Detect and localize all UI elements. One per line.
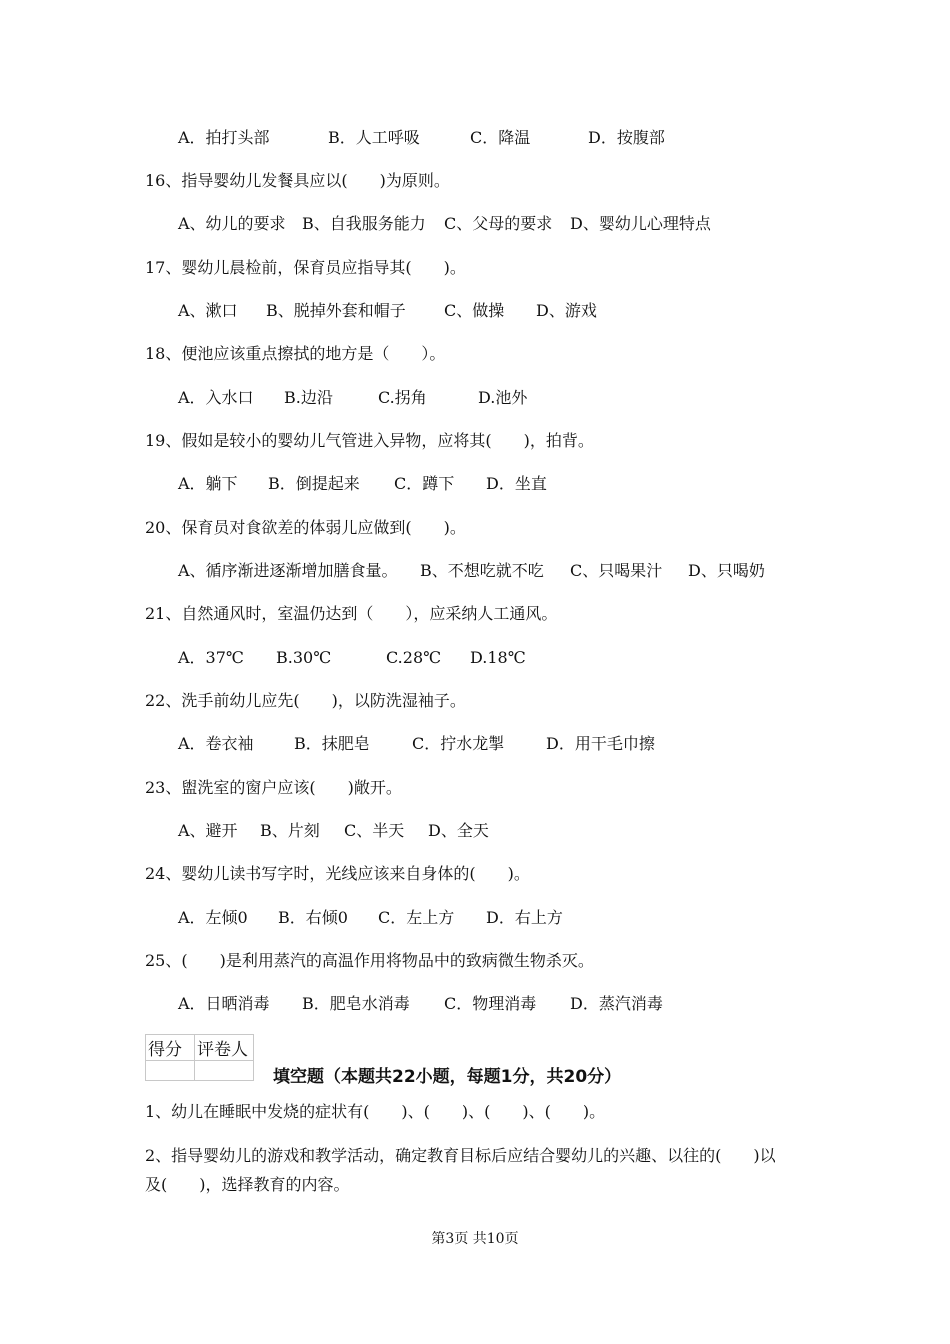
option-c: C．拧水龙掣: [412, 734, 505, 753]
score-table: [145, 1034, 254, 1081]
option-c: C．物理消毒: [444, 994, 537, 1013]
option-d: D．右上方: [486, 908, 563, 927]
option-c: C．左上方: [378, 908, 455, 927]
option-b: B、脱掉外套和帽子: [266, 301, 406, 320]
question-21: 21、自然通风时，室温仍达到（ ），应采纳人工通风。: [145, 604, 558, 623]
fill-question-2-cont: 及( )，选择教育的内容。: [145, 1175, 350, 1194]
option-c: C、只喝果汁: [570, 561, 663, 580]
option-c: C．降温: [470, 128, 531, 147]
fill-question-1: 1、幼儿在睡眠中发烧的症状有( )、( )、( )、( )。: [145, 1102, 606, 1121]
option-c: C、做操: [444, 301, 505, 320]
option-d: D.池外: [478, 388, 528, 407]
grader-cell: [195, 1061, 254, 1081]
option-a: A、避开: [178, 821, 238, 840]
option-d: D、游戏: [536, 301, 597, 320]
option-c: C、半天: [344, 821, 405, 840]
question-20: 20、保育员对食欲差的体弱儿应做到( )。: [145, 518, 466, 537]
option-b: B、不想吃就不吃: [420, 561, 544, 580]
option-c: C.拐角: [378, 388, 427, 407]
option-c: C、父母的要求: [444, 214, 553, 233]
fill-question-2: 2、指导婴幼儿的游戏和教学活动，确定教育目标后应结合婴幼儿的兴趣、以往的( )以: [145, 1146, 776, 1165]
option-d: D．坐直: [486, 474, 547, 493]
option-b: B、自我服务能力: [302, 214, 426, 233]
question-24: 24、婴幼儿读书写字时，光线应该来自身体的( )。: [145, 864, 530, 883]
option-a: A．躺下: [178, 474, 238, 493]
option-b: B．人工呼吸: [328, 128, 420, 147]
option-b: B.边沿: [284, 388, 333, 407]
section-title: 填空题（本题共22小题，每题1分，共20分）: [273, 1067, 622, 1087]
page-footer: 第3页 共10页: [431, 1231, 519, 1247]
option-d: D、只喝奶: [688, 561, 765, 580]
option-a: A、循序渐进逐渐增加膳食量。: [178, 561, 398, 580]
score-cell: [146, 1061, 195, 1081]
score-header: 得分: [146, 1035, 195, 1061]
question-16: 16、指导婴幼儿发餐具应以( )为原则。: [145, 171, 450, 190]
option-b: B．肥皂水消毒: [302, 994, 410, 1013]
option-a: A．左倾0: [178, 908, 248, 927]
option-b: B．倒提起来: [268, 474, 360, 493]
question-23: 23、盥洗室的窗户应该( )敞开。: [145, 778, 402, 797]
question-17: 17、婴幼儿晨检前，保育员应指导其( )。: [145, 258, 466, 277]
option-c: C.28℃: [386, 648, 442, 667]
question-22: 22、洗手前幼儿应先( )，以防洗湿袖子。: [145, 691, 466, 710]
option-c: C．蹲下: [394, 474, 455, 493]
option-d: D、全天: [428, 821, 489, 840]
option-d: D．用干毛巾擦: [546, 734, 655, 753]
option-b: B.30℃: [276, 648, 332, 667]
option-d: D、婴幼儿心理特点: [570, 214, 711, 233]
grader-header: 评卷人: [195, 1035, 254, 1061]
option-d: D．蒸汽消毒: [570, 994, 663, 1013]
option-a: A．拍打头部: [178, 128, 270, 147]
option-b: B．右倾0: [278, 908, 348, 927]
option-d: D.18℃: [470, 648, 526, 667]
question-25: 25、( )是利用蒸汽的高温作用将物品中的致病微生物杀灭。: [145, 951, 594, 970]
option-b: B．抹肥皂: [294, 734, 370, 753]
question-19: 19、假如是较小的婴幼儿气管进入异物，应将其( )，拍背。: [145, 431, 594, 450]
option-a: A．卷衣袖: [178, 734, 254, 753]
option-a: A、幼儿的要求: [178, 214, 286, 233]
option-b: B、片刻: [260, 821, 320, 840]
option-a: A、漱口: [178, 301, 238, 320]
option-a: A．入水口: [178, 388, 254, 407]
option-a: A．37℃: [178, 648, 244, 667]
option-d: D．按腹部: [588, 128, 665, 147]
option-a: A．日晒消毒: [178, 994, 270, 1013]
question-18: 18、便池应该重点擦拭的地方是（ ）。: [145, 344, 446, 363]
